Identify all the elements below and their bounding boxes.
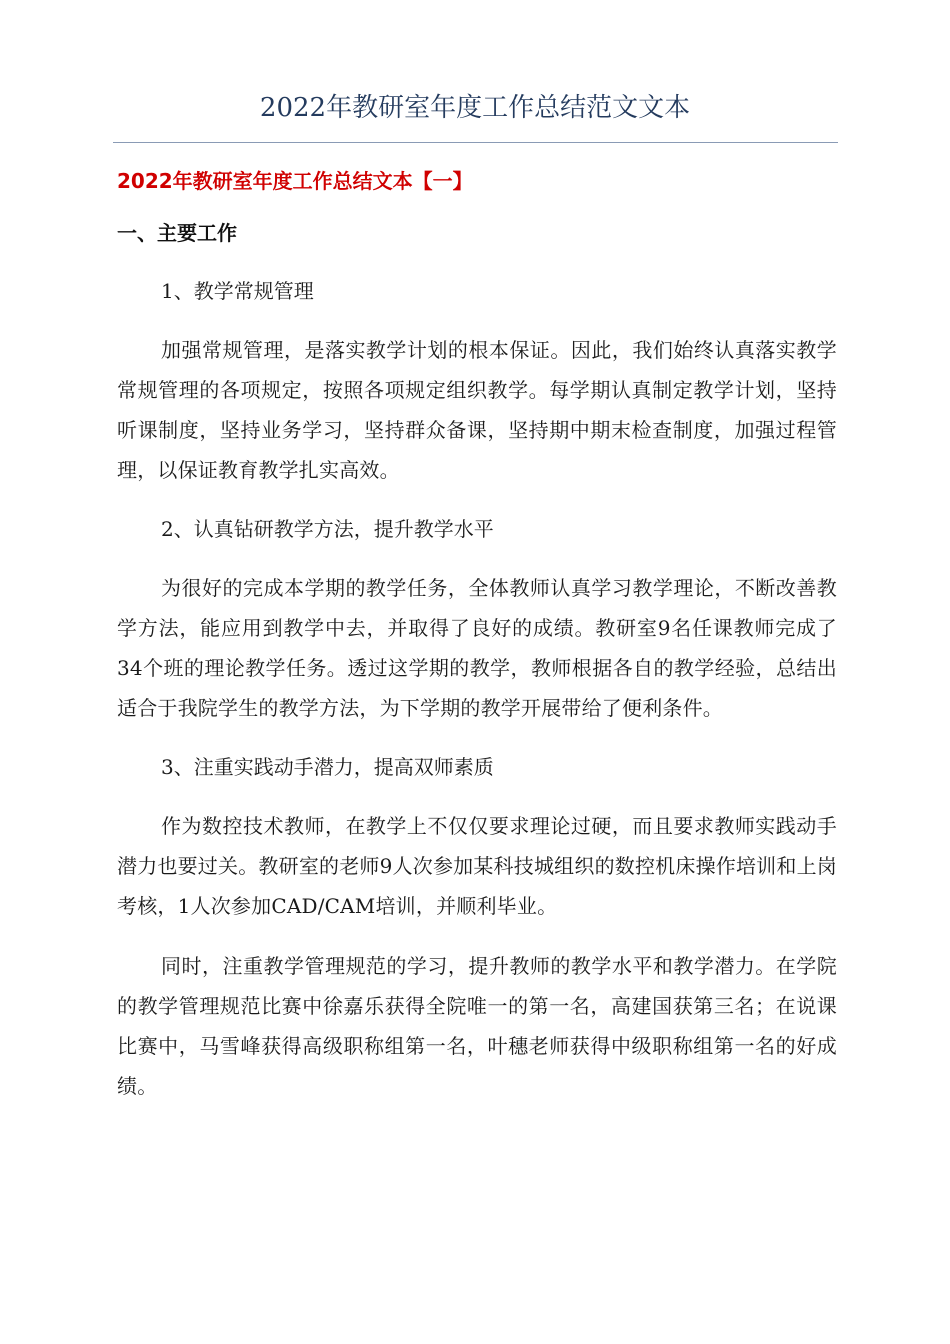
paragraph-4: 同时，注重教学管理规范的学习，提升教师的教学水平和教学潜力。在学院的教学管理规范比赛中徐嘉乐获得全院唯一的第一名，高建国获第三名；在说课比赛中，马雪峰获得高级职称组第一名，叶穗老师获得中级职称组第一名的好成绩。: [117, 954, 837, 1098]
item-title-1: 1、教学常规管理: [161, 279, 314, 303]
section-heading: 2022年教研室年度工作总结文本【一】: [117, 169, 473, 193]
sub-heading: 一、主要工作: [117, 221, 237, 245]
document-body: [117, 162, 837, 1126]
title-divider: [113, 142, 838, 143]
item-title-3: 3、注重实践动手潜力，提高双师素质: [161, 755, 494, 779]
document-title: 2022年教研室年度工作总结范文文本: [259, 93, 691, 123]
item-title-2: 2、认真钻研教学方法，提升教学水平: [161, 517, 494, 541]
paragraph-2: 为很好的完成本学期的教学任务，全体教师认真学习教学理论，不断改善教学方法，能应用到教学中去，并取得了良好的成绩。教研室9名任课教师完成了34个班的理论教学任务。透过这学期的教学，教师根据各自的教学经验，总结出适合于我院学生的教学方法，为下学期的教学开展带给了便利条件。: [117, 576, 837, 720]
paragraph-1: 加强常规管理，是落实教学计划的根本保证。因此，我们始终认真落实教学常规管理的各项规定，按照各项规定组织教学。每学期认真制定教学计划，坚持听课制度，坚持业务学习，坚持群众备课，坚持期中期末检查制度，加强过程管理，以保证教育教学扎实高效。: [117, 338, 837, 482]
paragraph-3: 作为数控技术教师，在教学上不仅仅要求理论过硬，而且要求教师实践动手潜力也要过关。教研室的老师9人次参加某科技城组织的数控机床操作培训和上岗考核，1人次参加CAD/CAM培训，并顺利毕业。: [117, 814, 837, 918]
